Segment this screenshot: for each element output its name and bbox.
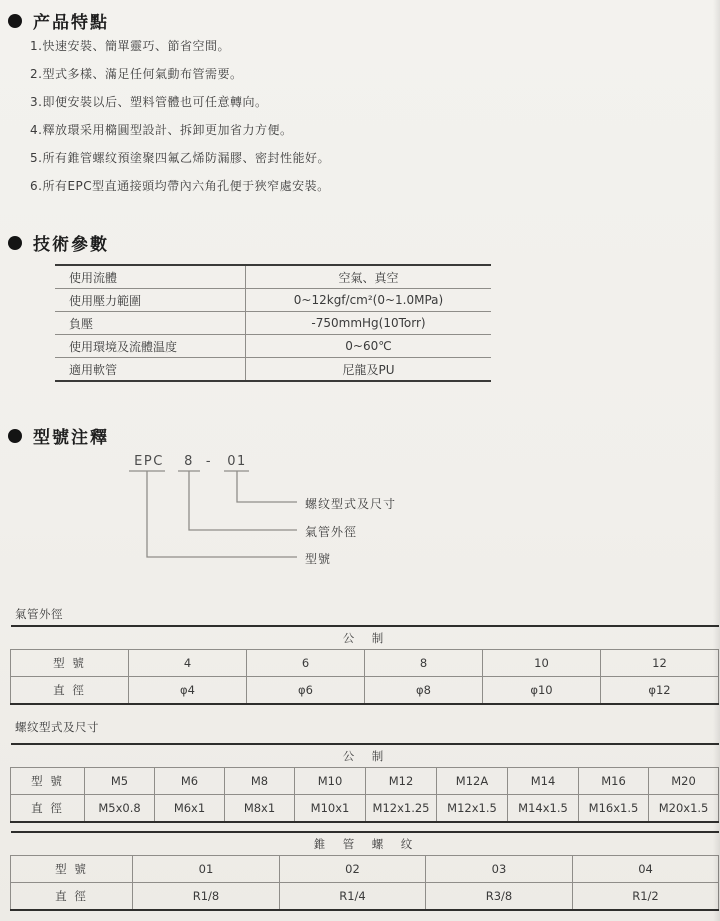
table-cell: 02 (280, 856, 426, 883)
feature-item: 6.所有EPC型直通接頭均帶內六角孔便于狹窄處安裝。 (30, 179, 330, 193)
table-cell: M16 (579, 768, 649, 795)
specs-title: 技術參數 (33, 235, 109, 255)
legend-tube-label: 氣管外徑 (305, 525, 358, 539)
spec-value: 0~12kgf/cm²(0~1.0MPa) (246, 289, 492, 312)
table-group-row (11, 832, 719, 856)
spec-label: 使用環境及流體温度 (55, 335, 246, 358)
row-label: 直 徑 (11, 677, 129, 705)
group-header: 公 制 (11, 744, 719, 768)
spec-value: -750mmHg(10Torr) (246, 312, 492, 335)
table-cell: M6 (155, 768, 225, 795)
spec-value: 0~60℃ (246, 335, 492, 358)
table-cell: M20 (649, 768, 719, 795)
spec-row (55, 289, 491, 312)
table-row (11, 856, 719, 883)
table-cell: 12 (601, 650, 719, 677)
feature-list (30, 40, 330, 208)
feature-item: 3.即便安裝以后、塑料管體也可任意轉向。 (30, 95, 268, 109)
bullet-icon (8, 429, 22, 443)
table-cell: M16x1.5 (579, 795, 649, 823)
table-cell: M5x0.8 (85, 795, 155, 823)
table-cell: 10 (483, 650, 601, 677)
spec-row (55, 335, 491, 358)
features-heading (8, 8, 109, 33)
specs-heading (8, 230, 109, 255)
model-code-dash: - (205, 454, 213, 469)
table-cell: M8 (225, 768, 295, 795)
model-code-size: 8 (184, 454, 194, 469)
table-cell: 6 (247, 650, 365, 677)
table-cell: M12A (437, 768, 508, 795)
thread-taper-table (10, 831, 719, 911)
model-title: 型號注釋 (33, 428, 109, 448)
table-cell: M12x1.5 (437, 795, 508, 823)
table-row (11, 677, 719, 705)
table-cell: 4 (129, 650, 247, 677)
table-group-row (11, 744, 719, 768)
feature-item: 2.型式多樣、滿足任何氣動布管需要。 (30, 67, 243, 81)
spec-value: 空氣、真空 (246, 265, 492, 289)
table-cell: M5 (85, 768, 155, 795)
row-label: 型 號 (11, 856, 133, 883)
features-title: 产品特點 (33, 13, 109, 33)
spec-label: 適用軟管 (55, 358, 246, 382)
spec-value: 尼龍及PU (342, 362, 395, 377)
model-code-thread: 01 (227, 454, 247, 469)
thread-metric-table (10, 743, 719, 823)
spec-label: 負壓 (55, 312, 246, 335)
table-cell: M12 (366, 768, 437, 795)
feature-item: 1.快速安裝、簡單靈巧、節省空間。 (30, 39, 230, 53)
tube-table (10, 625, 719, 705)
thread-table-caption: 螺纹型式及尺寸 (15, 720, 99, 734)
table-row (11, 768, 719, 795)
table-cell: M10x1 (295, 795, 366, 823)
spec-row (55, 358, 491, 382)
table-row (11, 650, 719, 677)
table-group-row (11, 626, 719, 650)
spec-label: 使用壓力範圍 (55, 289, 246, 312)
table-cell: M20x1.5 (649, 795, 719, 823)
row-label: 型 號 (11, 650, 129, 677)
spec-row (55, 265, 491, 289)
row-label: 直 徑 (11, 883, 133, 911)
spec-table (55, 264, 491, 382)
table-cell: R1/4 (280, 883, 426, 911)
table-cell: M12x1.25 (366, 795, 437, 823)
table-cell: M6x1 (155, 795, 225, 823)
feature-item: 4.釋放環采用橢圓型設計、拆卸更加省力方便。 (30, 123, 293, 137)
spec-row (55, 312, 491, 335)
table-cell: φ8 (365, 677, 483, 705)
bullet-icon (8, 14, 22, 28)
table-cell: R1/8 (133, 883, 280, 911)
table-cell: R3/8 (426, 883, 573, 911)
model-code-prefix: EPC (134, 454, 164, 469)
table-cell: M10 (295, 768, 366, 795)
table-cell: 01 (133, 856, 280, 883)
bullet-icon (8, 236, 22, 250)
group-header: 錐 管 螺 纹 (11, 832, 719, 856)
table-cell: M14x1.5 (508, 795, 579, 823)
row-label: 型 號 (11, 768, 85, 795)
row-label: 直 徑 (11, 795, 85, 823)
table-cell: 04 (573, 856, 719, 883)
table-cell: R1/2 (573, 883, 719, 911)
table-row (11, 795, 719, 823)
table-row (11, 883, 719, 911)
legend-model-label: 型號 (305, 552, 332, 566)
feature-item: 5.所有錐管螺纹預塗聚四氟乙烯防漏膠、密封性能好。 (30, 151, 330, 165)
table-cell: 03 (426, 856, 573, 883)
legend-thread-label: 螺纹型式及尺寸 (305, 497, 397, 511)
spec-label: 使用流體 (55, 265, 246, 289)
tube-table-caption: 氣管外徑 (15, 607, 63, 621)
group-header: 公 制 (11, 626, 719, 650)
table-cell: M14 (508, 768, 579, 795)
table-cell: M8x1 (225, 795, 295, 823)
table-cell: 8 (365, 650, 483, 677)
table-cell: φ4 (129, 677, 247, 705)
table-cell: φ10 (483, 677, 601, 705)
table-cell: φ6 (247, 677, 365, 705)
model-heading (8, 423, 109, 448)
table-cell: φ12 (601, 677, 719, 705)
